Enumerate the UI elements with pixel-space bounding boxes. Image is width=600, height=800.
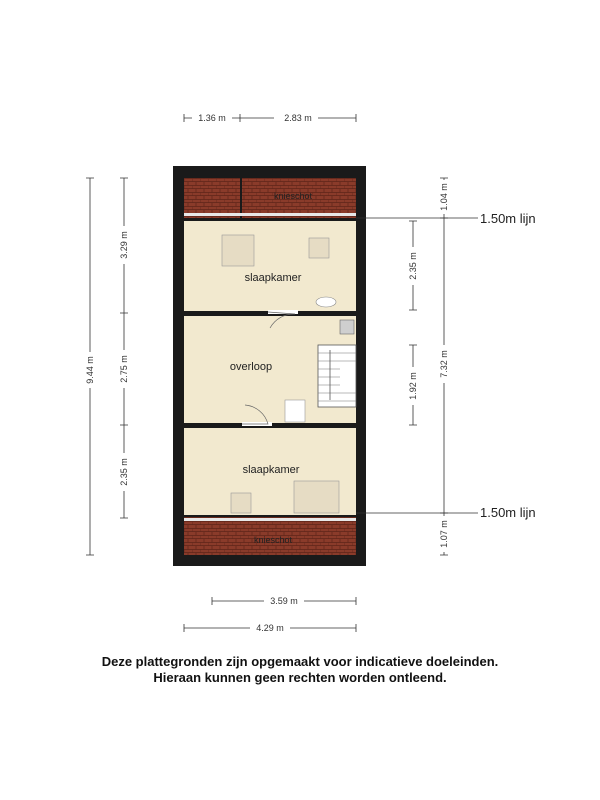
skylight-bottom-left — [231, 493, 251, 513]
dim-overall-height: 9.44 m — [85, 356, 95, 384]
dim-right-top-knee: 1.04 m — [439, 183, 449, 211]
room-label-overloop: overloop — [229, 361, 273, 373]
staircase — [318, 345, 356, 407]
dim-bottom-inner: 3.59 m — [270, 596, 298, 606]
dim-right-room: 2.35 m — [408, 252, 418, 280]
dim-right-stair: 1.92 m — [408, 372, 418, 400]
dim-left-top: 3.29 m — [119, 231, 129, 259]
lijn-label-top: 1.50m lijn — [480, 211, 536, 226]
dim-bottom-outer: 4.29 m — [256, 623, 284, 633]
dim-right-bottom-knee: 1.07 m — [439, 520, 449, 548]
room-label-slaapkamer-top: slaapkamer — [244, 272, 302, 284]
dim-top-left: 1.36 m — [198, 113, 226, 123]
dim-right-total: 7.32 m — [439, 350, 449, 378]
boiler — [340, 320, 354, 334]
roof-tiles-top — [184, 178, 356, 218]
knee-wall-line-bottom — [184, 518, 356, 521]
dim-left-middle: 2.75 m — [119, 355, 129, 383]
lijn-label-bottom: 1.50m lijn — [480, 505, 536, 520]
skylight-top-right — [309, 238, 329, 258]
knieschot-label-bottom: knieschot — [253, 535, 293, 545]
dim-top-right: 2.83 m — [284, 113, 312, 123]
knee-wall-line-top — [184, 213, 356, 216]
skylight-bottom-right — [294, 481, 339, 513]
room-label-slaapkamer-bottom: slaapkamer — [242, 464, 300, 476]
disclaimer-line-2: Hieraan kunnen geen rechten worden ontleend. — [153, 670, 447, 685]
knieschot-label-top: knieschot — [273, 191, 313, 201]
dim-left-bottom: 2.35 m — [119, 458, 129, 486]
skylight-top-left — [222, 235, 254, 266]
cabinet — [285, 400, 305, 422]
disclaimer-line-1: Deze plattegronden zijn opgemaakt voor indicatieve doeleinden. — [101, 654, 499, 669]
knee-wall-divider — [240, 178, 242, 218]
sink — [316, 297, 336, 307]
